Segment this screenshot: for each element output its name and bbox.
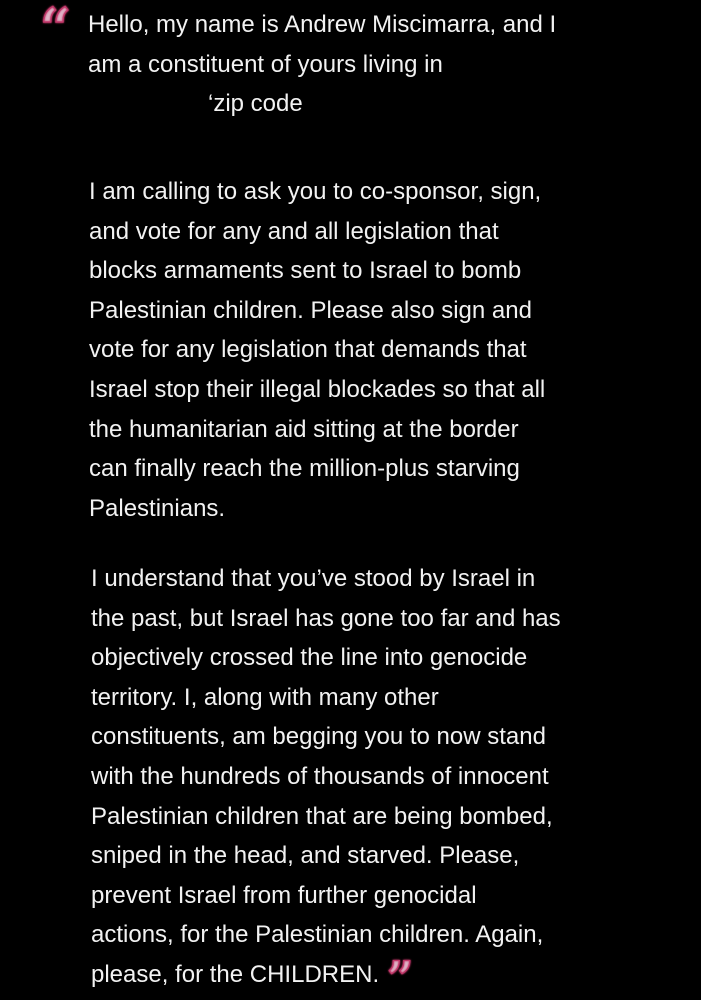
zip-code-text: ‘zip code bbox=[208, 90, 303, 118]
paragraph-greeting bbox=[88, 5, 678, 124]
paragraph-appeal bbox=[91, 559, 681, 1000]
open-quote-glyph: “ bbox=[40, 0, 72, 60]
appeal-line: constituents, am begging you to now stand bbox=[91, 723, 546, 751]
request-line: blocks armaments sent to Israel to bomb bbox=[89, 257, 522, 285]
close-quote-icon bbox=[387, 950, 417, 1000]
close-quote-glyph: ” bbox=[387, 950, 414, 1000]
greeting-line-1: Hello, my name is Andrew Miscimarra, and I bbox=[88, 11, 557, 38]
greeting-line-3 bbox=[88, 84, 678, 124]
appeal-line: actions, for the Palestinian children. Again, bbox=[91, 921, 544, 949]
appeal-line: sniped in the head, and starved. Please, bbox=[91, 842, 520, 870]
appeal-line: objectively crossed the line into genocide bbox=[91, 644, 528, 672]
appeal-line: the past, but Israel has gone too far and has bbox=[91, 604, 561, 632]
appeal-line: territory. I, along with many other bbox=[91, 683, 439, 711]
request-line: I am calling to ask you to co-sponsor, sign, bbox=[89, 178, 542, 205]
appeal-line: I understand that you’ve stood by Israel in bbox=[91, 565, 536, 592]
paragraph-request bbox=[89, 172, 679, 528]
request-line: Israel stop their illegal blockades so that all bbox=[89, 375, 546, 403]
request-line: vote for any legislation that demands that bbox=[89, 336, 527, 364]
open-quote-icon bbox=[40, 0, 78, 60]
appeal-line: with the hundreds of thousands of innocent bbox=[91, 762, 549, 790]
closing-text: please, for the CHILDREN. bbox=[91, 960, 380, 988]
greeting-line-2: am a constituent of yours living in bbox=[88, 50, 443, 78]
request-line: and vote for any and all legislation that bbox=[89, 217, 499, 245]
appeal-line: prevent Israel from further genocidal bbox=[91, 881, 477, 909]
request-line: can finally reach the million-plus starving bbox=[89, 455, 520, 483]
request-line: Palestinians. bbox=[89, 494, 226, 522]
appeal-line-last bbox=[91, 950, 681, 1000]
appeal-line: Palestinian children that are being bombed, bbox=[91, 802, 553, 830]
request-line: Palestinian children. Please also sign and bbox=[89, 296, 532, 324]
request-line: the humanitarian aid sitting at the border bbox=[89, 415, 519, 443]
